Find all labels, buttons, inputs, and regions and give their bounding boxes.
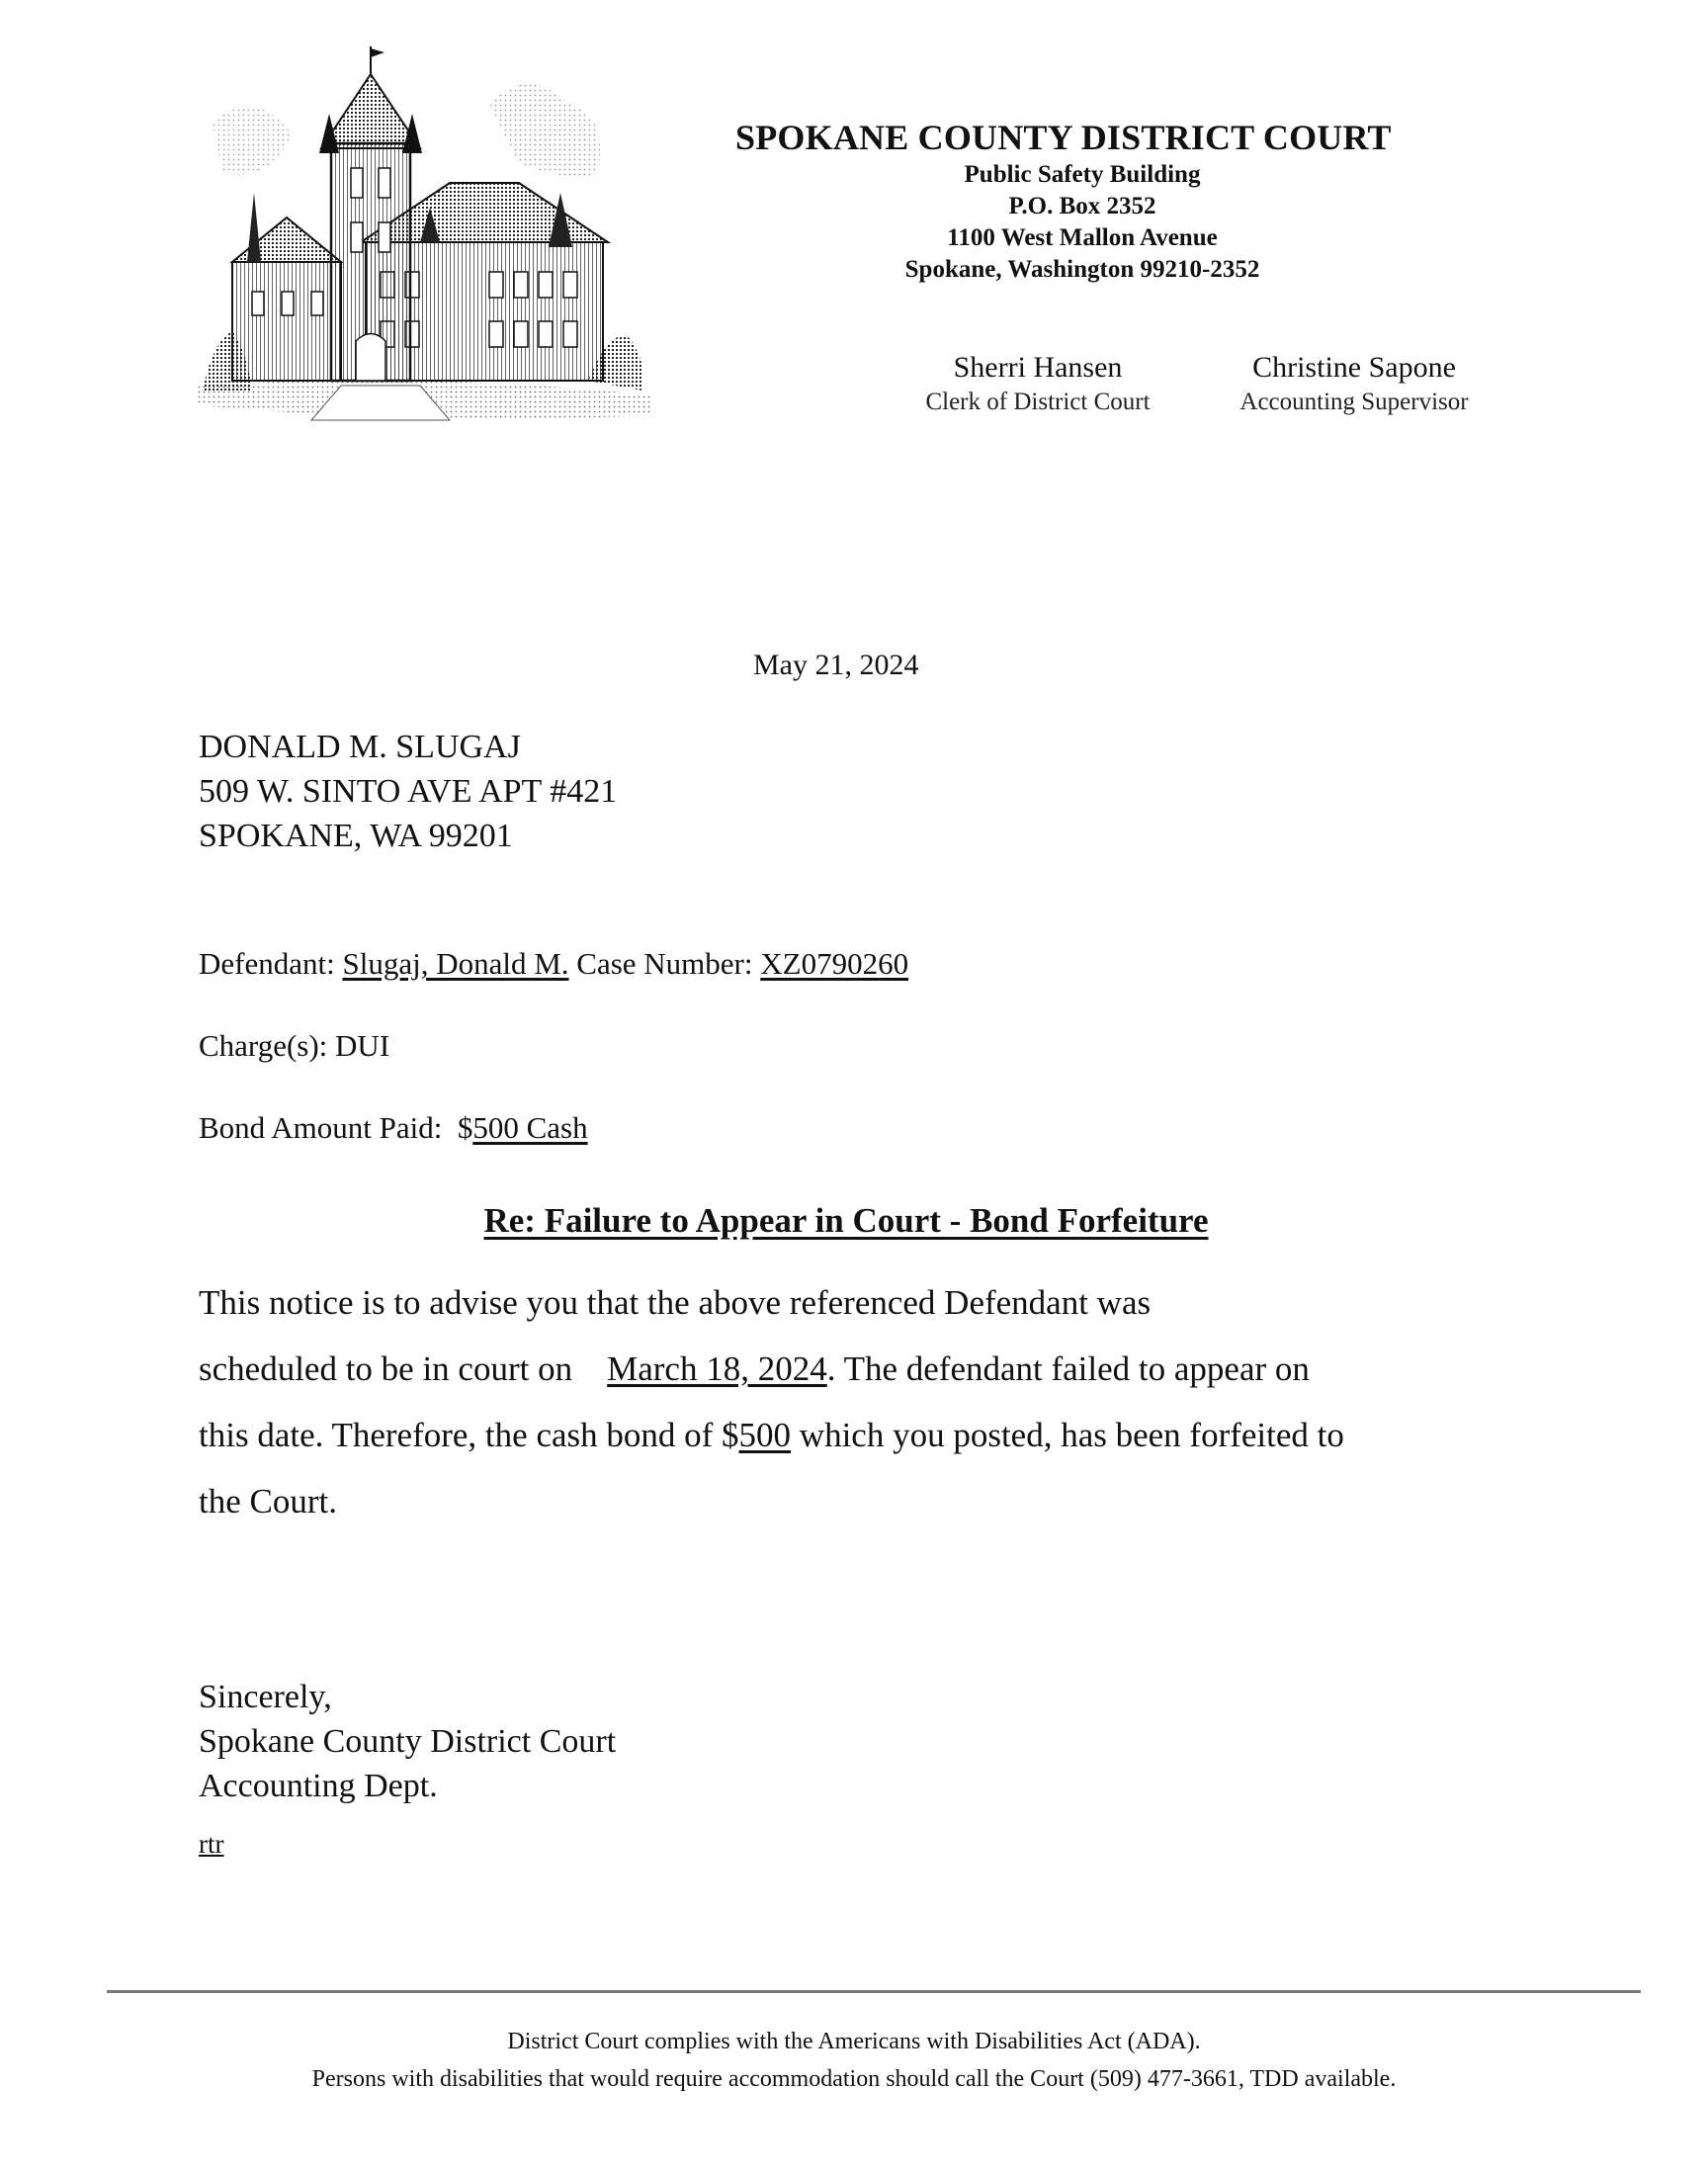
body-line-2-pre: scheduled to be in court on <box>199 1349 573 1388</box>
closing-court: Spokane County District Court <box>199 1723 617 1760</box>
body-line-4: the Court. <box>199 1482 337 1521</box>
supervisor-title: Accounting Supervisor <box>1239 389 1469 415</box>
clerk-title: Clerk of District Court <box>925 389 1151 415</box>
recipient-city: SPOKANE, WA 99201 <box>199 818 513 854</box>
body-line-3-post: which you posted, has been forfeited to <box>791 1416 1344 1454</box>
address-line-building: Public Safety Building <box>964 161 1201 188</box>
charges-label: Charge(s): <box>199 1028 328 1063</box>
court-name: SPOKANE COUNTY DISTRICT COURT <box>735 118 1392 157</box>
typist-initials: rtr <box>199 1829 224 1859</box>
address-line-city: Spokane, Washington 99210-2352 <box>904 256 1260 283</box>
forfeited-amount: 500 <box>738 1416 792 1454</box>
address-line-po-box: P.O. Box 2352 <box>1008 193 1156 219</box>
charges-line <box>199 1028 389 1064</box>
charges-value: DUI <box>335 1028 390 1063</box>
bond-prefix: $ <box>457 1110 473 1145</box>
body-line-2 <box>199 1349 1310 1389</box>
closing-salutation: Sincerely, <box>199 1679 332 1715</box>
footer-accommodation-line: Persons with disabilities that would require accommodation should call the Court (509) 477-3661, TDD available. <box>311 2066 1397 2092</box>
court-date: March 18, 2024 <box>607 1349 827 1388</box>
closing-dept: Accounting Dept. <box>199 1768 438 1804</box>
footer-ada-line: District Court complies with the Americans with Disabilities Act (ADA). <box>507 2029 1201 2054</box>
address-line-street: 1100 West Mallon Avenue <box>947 224 1218 251</box>
bond-label: Bond Amount Paid: <box>199 1110 443 1145</box>
footer-divider <box>107 1990 1641 1993</box>
bond-value: 500 Cash <box>472 1110 588 1145</box>
recipient-street: 509 W. SINTO AVE APT #421 <box>199 773 618 810</box>
case-number-label: Case Number: <box>576 946 753 981</box>
defendant-value: Slugaj, Donald M. <box>342 946 569 981</box>
case-number-value: XZ0790260 <box>760 946 909 981</box>
supervisor-name: Christine Sapone <box>1252 351 1456 384</box>
defendant-label: Defendant: <box>199 946 335 981</box>
letter-date: May 21, 2024 <box>753 649 919 681</box>
body-line-1: This notice is to advise you that the above referenced Defendant was <box>199 1283 1152 1322</box>
bond-line <box>199 1110 588 1146</box>
body-line-3 <box>199 1416 1344 1455</box>
defendant-case-line <box>199 946 908 982</box>
body-line-3-pre: this date. Therefore, the cash bond of $ <box>199 1416 739 1454</box>
subject-text: Re: Failure to Appear in Court - Bond Forfeiture <box>483 1201 1209 1240</box>
body-line-2-post: . The defendant failed to appear on <box>826 1349 1310 1388</box>
recipient-name: DONALD M. SLUGAJ <box>199 729 521 765</box>
subject-line <box>0 1201 1692 1241</box>
courthouse-engraving <box>193 44 657 425</box>
clerk-name: Sherri Hansen <box>953 351 1123 384</box>
